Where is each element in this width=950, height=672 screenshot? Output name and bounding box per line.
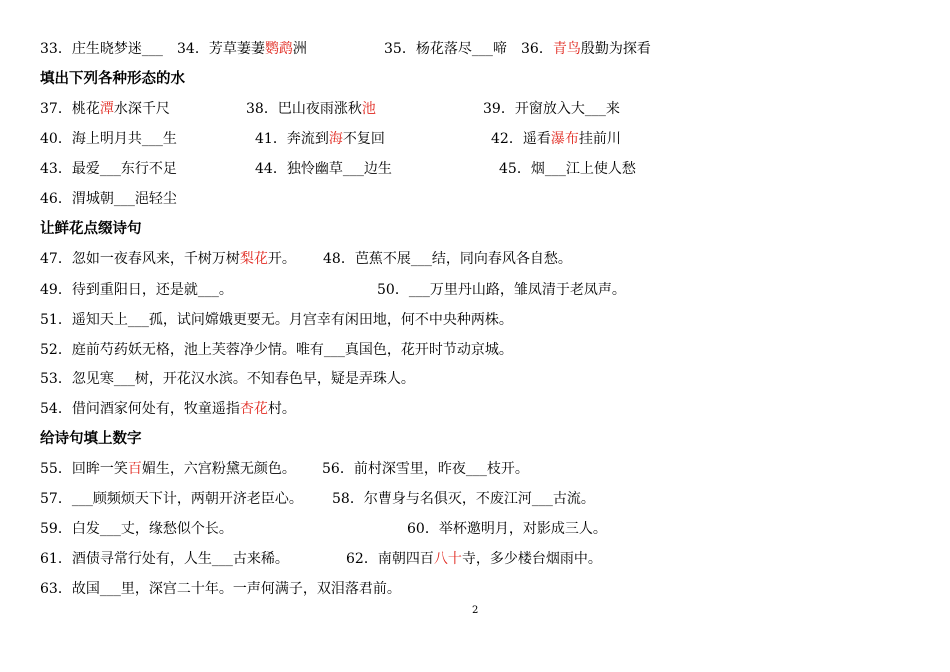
question-38: 38．巴山夜雨涨秋池 [246, 101, 376, 117]
question-39: 39．开窗放入大___来 [483, 101, 620, 117]
question-44: 44．独怜幽草___边生 [255, 161, 392, 177]
question-50: 50．___万里丹山路，雏凤清于老凤声。 [377, 282, 626, 298]
question-34: 34．芳草萋萋鹦鹉洲 [177, 41, 307, 57]
question-53: 53．忽见寒___树，开花汉水滨。不知春色早，疑是弄珠人。 [40, 371, 415, 387]
question-56: 56．前村深雪里，昨夜___枝开。 [322, 461, 529, 477]
section-heading-flowers: 让鲜花点缀诗句 [40, 221, 142, 237]
question-52: 52．庭前芍药妖无格，池上芙蓉净少情。唯有___真国色，花开时节动京城。 [40, 342, 513, 358]
question-36: 36．青鸟殷勤为探看 [521, 41, 651, 57]
question-47: 47．忽如一夜春风来，千树万树梨花开。 [40, 251, 296, 267]
question-35: 35．杨花落尽___啼 [384, 41, 507, 57]
question-58: 58．尔曹身与名俱灭，不废江河___古流。 [332, 491, 595, 507]
question-46: 46．渭城朝___浥轻尘 [40, 191, 177, 207]
question-43: 43．最爱___东行不足 [40, 161, 177, 177]
question-49: 49．待到重阳日，还是就___。 [40, 282, 233, 298]
question-37: 37．桃花潭水深千尺 [40, 101, 170, 117]
question-57: 57．___顾频烦天下计，两朝开济老臣心。 [40, 491, 303, 507]
question-60: 60．举杯邀明月，对影成三人。 [407, 521, 607, 537]
question-45: 45．烟___江上使人愁 [499, 161, 636, 177]
question-48: 48．芭蕉不展___结，同向春风各自愁。 [323, 251, 572, 267]
section-heading-water: 填出下列各种形态的水 [40, 71, 185, 87]
question-42: 42．遥看瀑布挂前川 [491, 131, 621, 147]
question-63: 63．故国___里，深宫二十年。一声何满子，双泪落君前。 [40, 581, 401, 597]
page-number: 2 [472, 605, 479, 616]
question-55: 55．回眸一笑百媚生，六宫粉黛无颜色。 [40, 461, 296, 477]
question-62: 62．南朝四百八十寺，多少楼台烟雨中。 [346, 551, 602, 567]
question-59: 59．白发___丈，缘愁似个长。 [40, 521, 233, 537]
question-54: 54．借问酒家何处有，牧童遥指杏花村。 [40, 401, 296, 417]
question-40: 40．海上明月共___生 [40, 131, 177, 147]
section-heading-numbers: 给诗句填上数字 [40, 431, 142, 447]
question-33: 33．庄生晓梦迷___ [40, 41, 163, 57]
question-61: 61．酒债寻常行处有，人生___古来稀。 [40, 551, 289, 567]
question-41: 41．奔流到海不复回 [255, 131, 385, 147]
question-51: 51．遥知天上___孤，试问嫦娥更要无。月宫幸有闲田地，何不中央种两株。 [40, 312, 513, 328]
